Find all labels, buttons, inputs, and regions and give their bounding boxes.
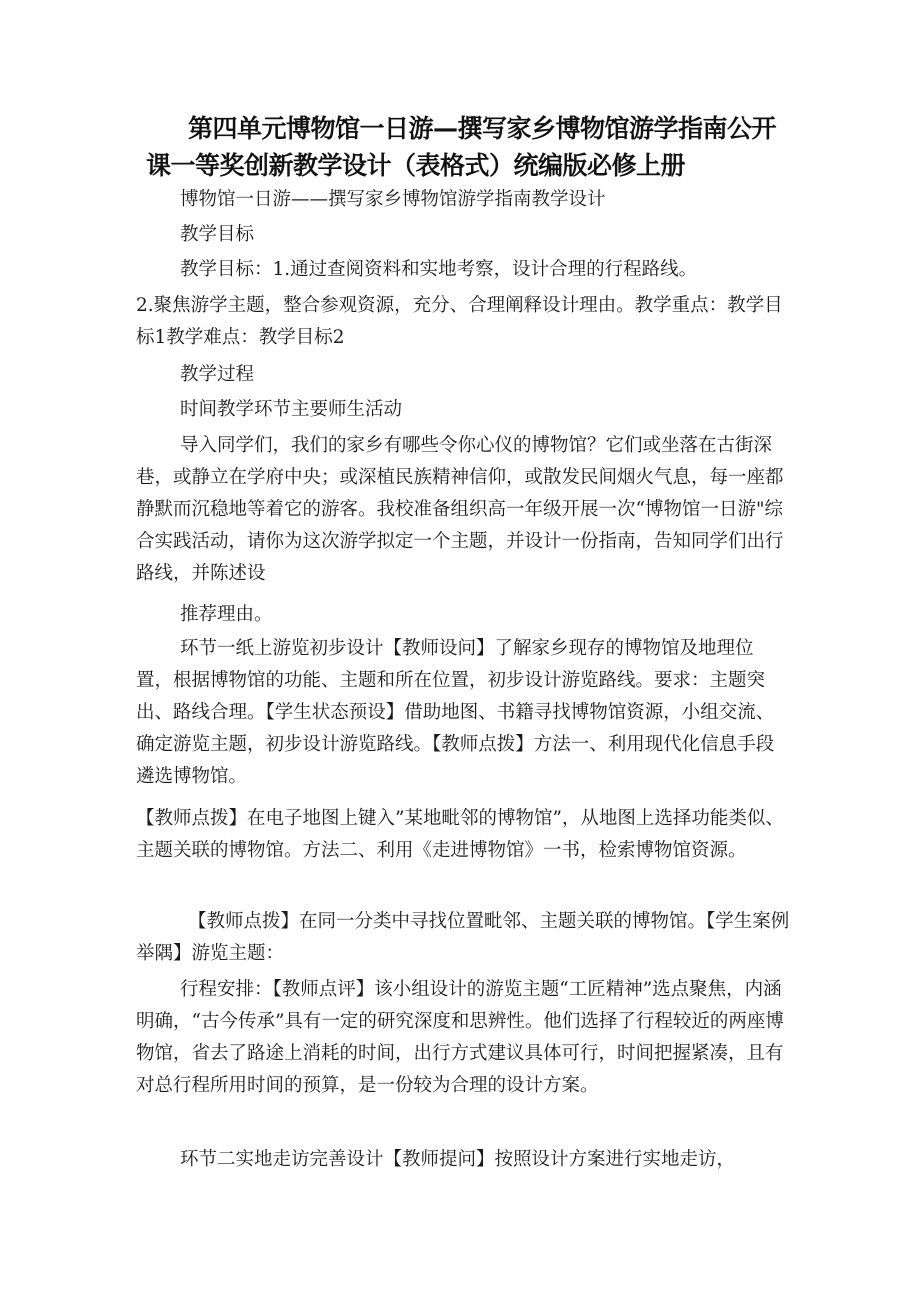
teacher-tip-map-paragraph: 【教师点拨】在电子地图上键入”某地毗邻的博物馆”，从地图上选择功能类似、主题关联的博物馆。方法二、利用《走进博物馆》一书，检索博物馆资源。 [136,808,784,861]
introduction-paragraph: 导入同学们，我们的家乡有哪些令你心仪的博物馆？它们或坐落在古街深巷，或静立在学府中央；或深植民族精神信仰，或散发民间烟火气息，每一座都静默而沉稳地等着它的游客。我校准备组织高一年级开展一次“博物馆一日游"综合实践活动，请你为这次游学拟定一个主题，并设计一份指南，告知同学们出行路线，并陈述设 [136,435,784,584]
table-header-line: 时间教学环节主要师生活动 [180,399,403,420]
lesson-subtitle: 博物馆一日游——撰写家乡博物馆游学指南教学设计 [180,189,606,210]
section-heading-objectives: 教学目标 [180,224,255,245]
reason-line: 推荐理由。 [180,604,273,625]
teacher-tip-category-paragraph: 【教师点拨】在同一分类中寻找位置毗邻、主题关联的博物馆。【学生案例举隅】游览主题： [136,911,790,964]
section-heading-process: 教学过程 [180,364,255,385]
objective-paragraph: 教学目标：1.通过查阅资料和实地考察，设计合理的行程路线。 [180,259,698,280]
focus-difficulty-paragraph: 2.聚焦游学主题，整合参观资源，充分、合理阐释设计理由。教学重点：教学目标1教学难点：教学目标2 [136,295,783,348]
stage-two-paragraph: 环节二实地走访完善设计【教师提问】按照设计方案进行实地走访， [180,1149,736,1170]
stage-one-paragraph: 环节一纸上游览初步设计【教师设问】了解家乡现存的博物馆及地理位置，根据博物馆的功能、主题和所在位置，初步设计游览路线。要求：主题突出、路线合理。【学生状态预设】借助地图、书籍寻找博物馆资源，小组交流、确定游览主题，初步设计游览路线。【教师点拨】方法一、利用现代化信息手段遴选博物馆。 [136,638,775,787]
document-title: 第四单元博物馆一日游—撰写家乡博物馆游学指南公开课一等奖创新教学设计（表格式）统编版必修上册 [146,114,777,180]
itinerary-review-paragraph: 行程安排：【教师点评】该小组设计的游览主题“工匠精神”选点聚焦，内涵明确，“古今传承”具有一定的研究深度和思辨性。他们选择了行程较近的两座博物馆，省去了路途上消耗的时间，出行方式建议具体可行，时间把握紧凑，且有对总行程所用时间的预算，是一份较为合理的设计方案。 [136,979,784,1096]
